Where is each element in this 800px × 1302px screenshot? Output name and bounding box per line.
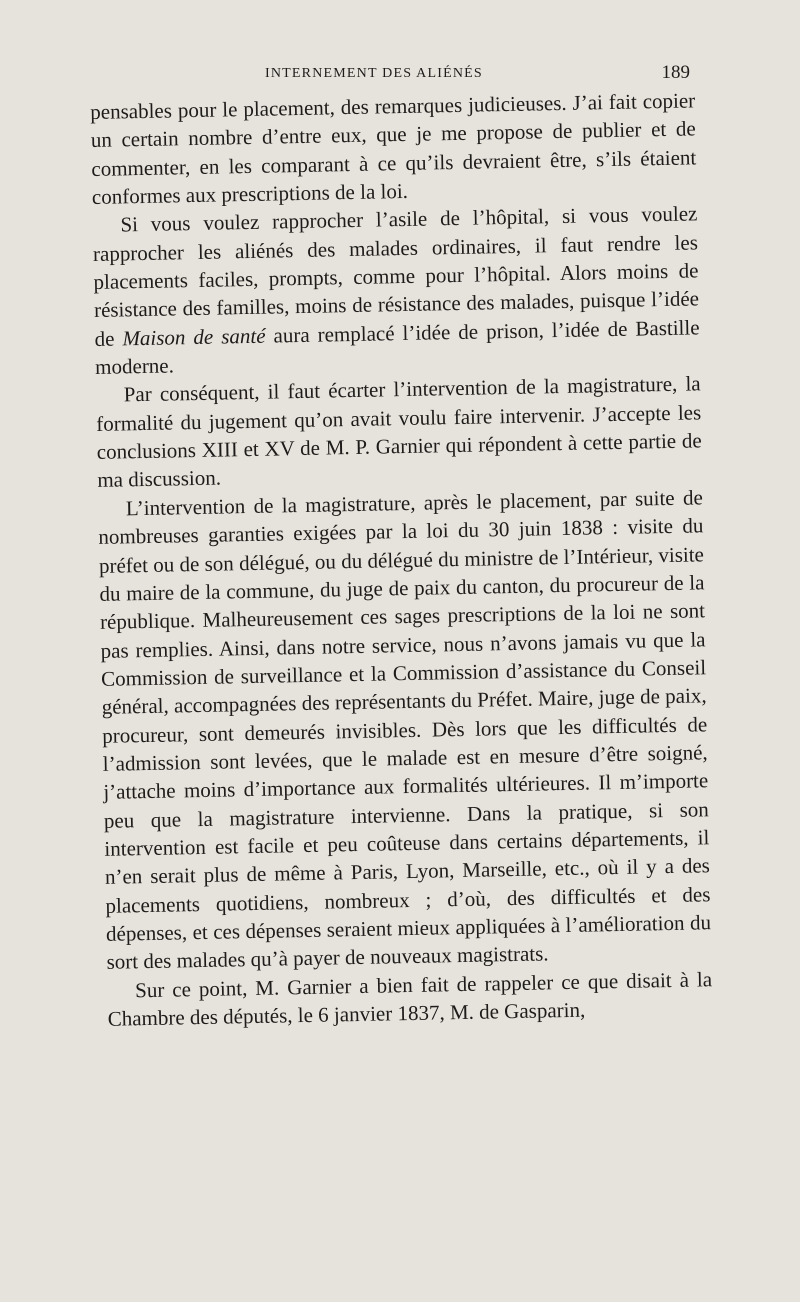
body-text bbox=[90, 86, 713, 1033]
paragraph: Par conséquent, il faut écarter l’intervention de la magistrature, la formalité du jugement qu’on avait voulu faire intervenir. J’accepte les conclusions XIII et XV de M. P. Garnier qui répondent à cette partie de ma discussion. bbox=[96, 371, 702, 493]
running-title: INTERNEMENT DES ALIÉNÉS bbox=[265, 66, 483, 81]
paragraph-text: Si vous voulez rapprocher l’asile de l’hôpital, si vous voulez rapprocher les aliénés des malades ordinaires, il faut rendre les placements faciles, prompts, comme pour l’hôpital. Alors moins de résistance des familles, moins de résistance des malades, puisque l’idée de bbox=[92, 201, 700, 351]
paragraph-text: aura remplacé l’idée de prison, l’idée de Bastille moderne. bbox=[94, 315, 700, 380]
page-number: 189 bbox=[661, 62, 690, 83]
italic-term: Maison de santé bbox=[122, 323, 266, 351]
page-header bbox=[90, 62, 690, 88]
paragraph: pensables pour le placement, des remarques judicieuses. J’ai fait copier un certain nombre d’entre eux, que je me propose de publier et de commenter, en les comparant à ce qu’ils devraient être, s’ils étaient conformes aux prescriptions de la loi. bbox=[90, 88, 697, 210]
paragraph bbox=[92, 200, 700, 382]
paragraph: L’intervention de la magistrature, après le placement, par suite de nombreuses garanties exigées par la loi du 30 juin 1838 : visite du préfet ou de son délégué, ou du délégué du ministre de l’Intérieur, visite du maire de la commune, du juge de paix du canton, du procureur de la république. Malheureusement ces sages prescriptions de la loi ne sont pas remplies. Ainsi, dans notre service, nous n’avons jamais vu que la Commission de surveillance et la Commission d’assistance du Conseil général, accompagnées des représentants du Préfet. Maire, juge de paix, procureur, sont demeurés invisibles. Dès lors que les difficultés de l’admission sont levées, que le malade est en mesure d’être soigné, j’attache moins d’importance aux formalités ultérieures. Il m’importe peu que la magistrature intervienne. Dans la pratique, si son intervention est facile et peu coûteuse dans certains départements, il n’en serait plus de même à Paris, Lyon, Marseille, etc., où il y a des placements quotidiens, nombreux ; d’où, des difficultés et des dépenses, et ces dépenses seraient mieux appliquées à l’amélioration du sort des malades qu’à payer de nouveaux magistrats. bbox=[98, 485, 712, 975]
paragraph: Sur ce point, M. Garnier a bien fait de rappeler ce que disait à la Chambre des députés, le 6 janvier 1837, M. de Gasparin, bbox=[107, 966, 713, 1031]
